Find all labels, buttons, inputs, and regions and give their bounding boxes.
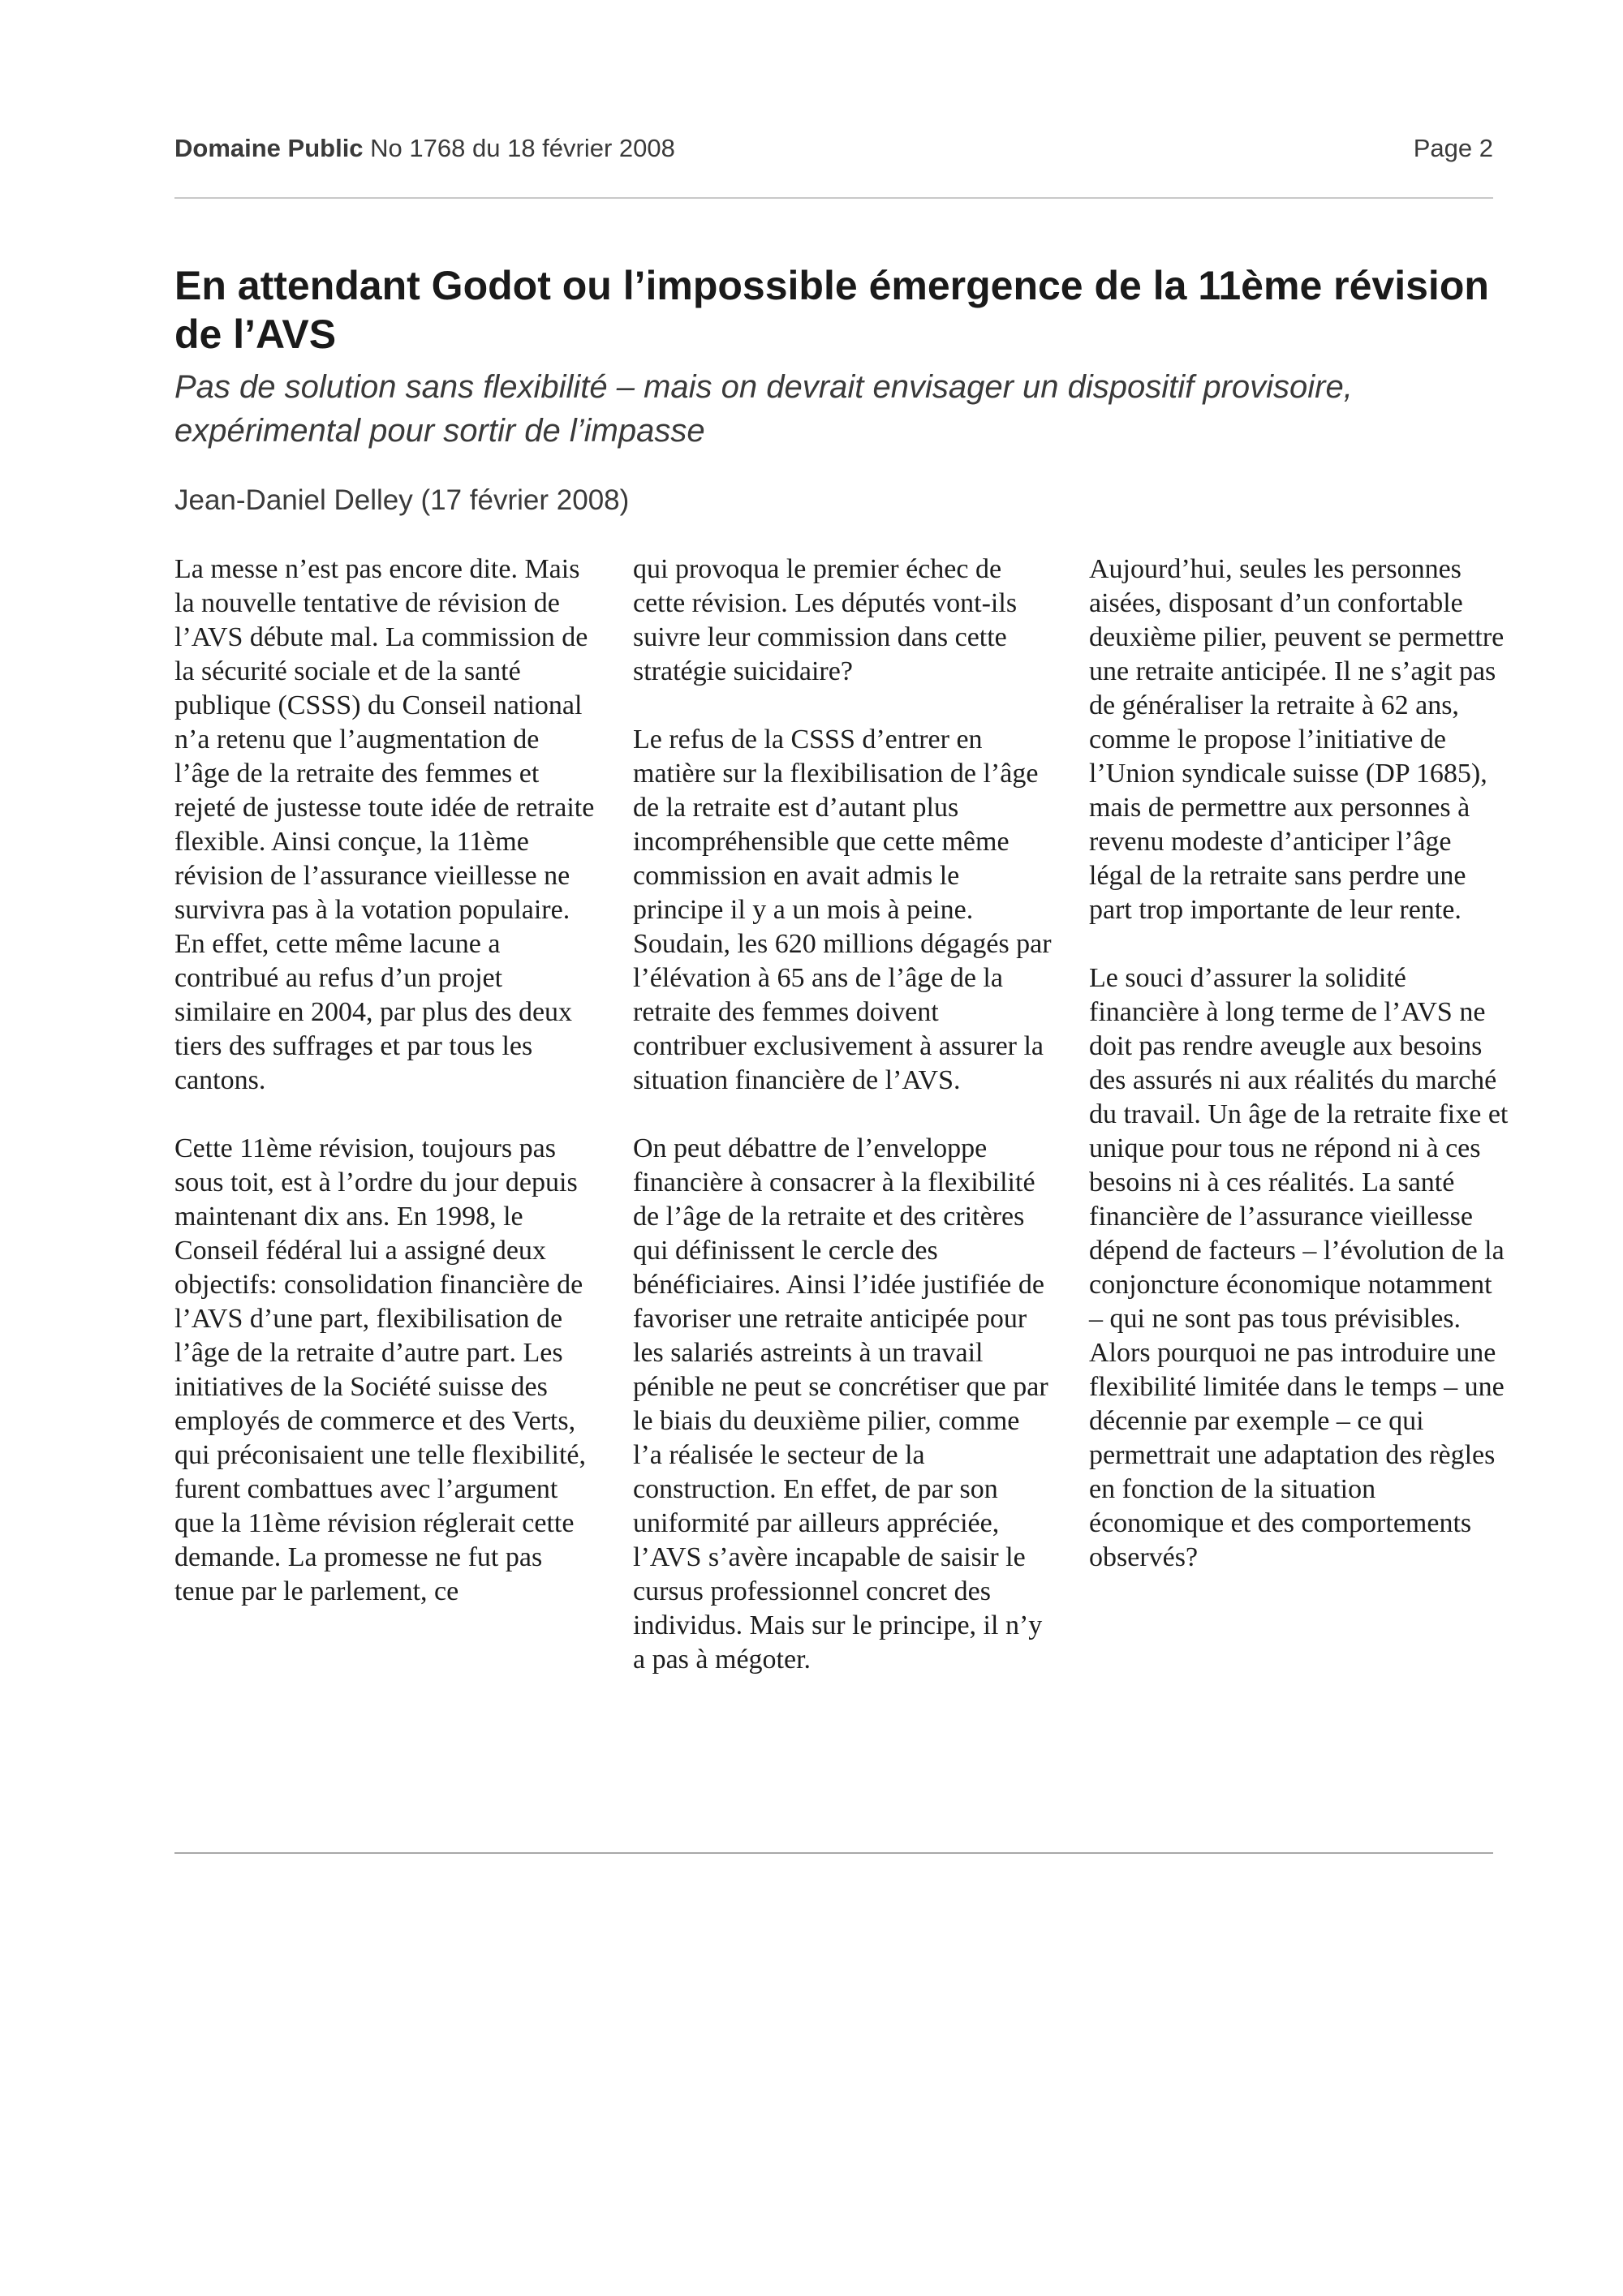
paragraph: Le refus de la CSSS d’entrer en matière sur la flexibilisation de l’âge de la retraite est d’autant plus incompréhensible que cette même commission en avait admis le principe il y a un mois à peine. Soudain, les 620 millions dégagés par l’élévation à 65 ans de l’âge de la retraite des femmes doivent contribuer exclusivement à assurer la situation financière de l’AVS.: [633, 724, 1052, 1095]
paragraph: On peut débattre de l’enveloppe financière à consacrer à la flexibilité de l’âge de la retraite et des critères qui définissent le cercle des bénéficiaires. Ainsi l’idée justifiée de favoriser une retraite anticipée pour les salariés astreints à un travail pénible ne peut se concrétiser que par le biais du deuxième pilier, comme l’a réalisée le secteur de la construction. En effet, de par son uniformité par ailleurs appréciée, l’AVS s’avère incapable de saisir le cursus professionnel concret des individus. Mais sur le principe, il n’y a pas à mégoter.: [633, 1133, 1048, 1675]
paragraph: La messe n’est pas encore dite. Mais la nouvelle tentative de révision de l’AVS débute mal. La commission de la sécurité sociale et de la santé publique (CSSS) du Conseil national n’a retenu que l’augmentation de l’âge de la retraite des femmes et rejeté de justesse toute idée de retraite flexible. Ainsi conçue, la 11ème révision de l’assurance vieillesse ne survivra pas à la votation populaire. En effet, cette même lacune a contribué au refus d’un projet similaire en 2004, par plus des deux tiers des suffrages et par tous les cantons.: [174, 554, 595, 1095]
article-column-2: [633, 553, 1055, 1677]
paragraph: Aujourd’hui, seules les personnes aisées, disposant d’un confortable deuxième pilier, peuvent se permettre une retraite anticipée. Il ne s’agit pas de généraliser la retraite à 62 ans, comme le propose l’initiative de l’Union syndicale suisse (DP 1685), mais de permettre aux personnes à revenu modeste d’anticiper l’âge légal de la retraite sans perdre une part trop importante de leur rente.: [1089, 554, 1505, 925]
page-header: [174, 134, 1493, 170]
article-subtitle: Pas de solution sans flexibilité – mais on devrait envisager un dispositif provisoire, expérimental pour sortir de l’impasse: [174, 369, 1353, 449]
paragraph: qui provoqua le premier échec de cette révision. Les députés vont-ils suivre leur commission dans cette stratégie suicidaire?: [633, 554, 1018, 686]
footer-divider: [174, 1852, 1493, 1854]
article-title: En attendant Godot ou l’impossible émergence de la 11ème révision de l’AVS: [174, 263, 1489, 357]
paragraph: Le souci d’assurer la solidité financière à long terme de l’AVS ne doit pas rendre aveugle aux besoins des assurés ni aux réalités du marché du travail. Un âge de la retraite fixe et unique pour tous ne répond ni à ces besoins ni à ces réalités. La santé financière de l’assurance vieillesse dépend de facteurs – l’évolution de la conjoncture économique notamment – qui ne sont pas tous prévisibles. Alors pourquoi ne pas introduire une flexibilité limitée dans le temps – une décennie par exemple – ce qui permettrait une adaptation des règles en fonction de la situation économique et des comportements observés?: [1089, 963, 1509, 1572]
publication-name: Domaine Public: [174, 134, 364, 162]
issue-info: No 1768 du 18 février 2008: [370, 134, 675, 162]
header-divider: [174, 197, 1493, 199]
article-column-1: [174, 553, 596, 1609]
article-body: [174, 553, 1509, 1834]
page-number: Page 2: [1413, 134, 1493, 162]
article-byline: Jean-Daniel Delley (17 février 2008): [174, 484, 630, 516]
article-column-3: [1089, 553, 1511, 1575]
paragraph: Cette 11ème révision, toujours pas sous toit, est à l’ordre du jour depuis maintenant dix ans. En 1998, le Conseil fédéral lui a assigné deux objectifs: consolidation financière de l’AVS d’une part, flexibilisation de l’âge de la retraite d’autre part. Les initiatives de la Société suisse des employés de commerce et des Verts, qui préconisaient une telle flexibilité, furent combattues avec l’argument que la 11ème révision réglerait cette demande. La promesse ne fut pas tenue par le parlement, ce: [174, 1133, 586, 1606]
